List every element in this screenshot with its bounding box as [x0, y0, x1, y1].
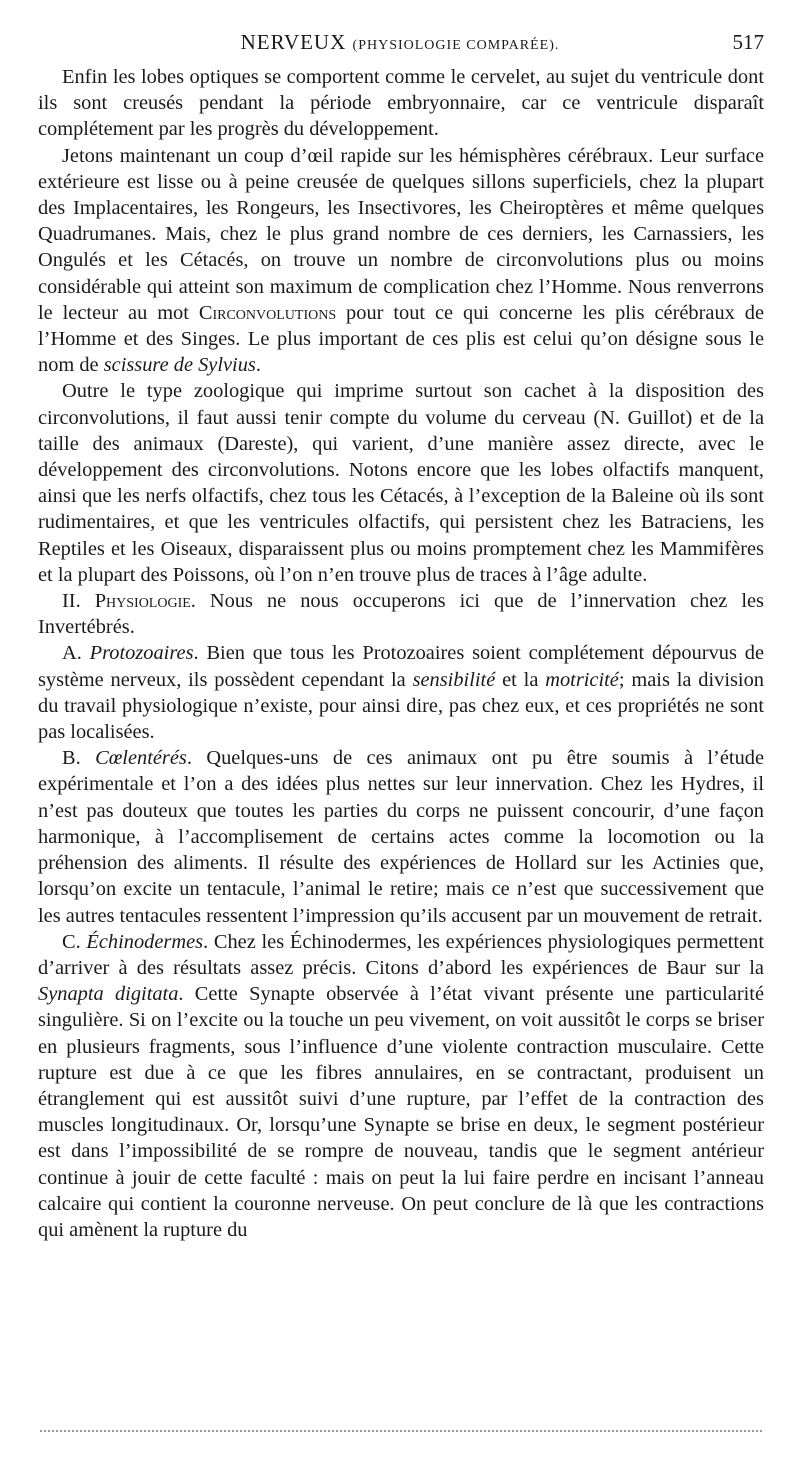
italic-run: motricité	[545, 668, 619, 691]
running-title-sub: (PHYSIOLOGIE COMPARÉE).	[352, 38, 560, 53]
paragraph	[38, 745, 764, 928]
text-run: . Cette Synapte observée à l’état vivant présente une particularité singulière. Si on l’excite ou la touche un peu vivement, on voit aussitôt le corps se briser en plusieurs fragments, sous l’influence d’une violente contraction musculaire. Cette rupture est due à ce que les fibres annulaires, en se contractant, produisent un étranglement qui est aussitôt suivi d’une rupture, par l’effet de la contraction des muscles longitudinaux. Or, lorsqu’une Synapte se brise en deux, le segment postérieur est dans l’impossibilité de se rompre de nouveau, tandis que le segment antérieur continue à jouir de cette faculté : mais on peut la lui faire perdre en incisant l’anneau calcaire qui contient la couronne nerveuse. On peut conclure de là que les contractions qui amènent la rupture du	[38, 983, 765, 1241]
small-caps-run: Physiologie	[94, 590, 191, 613]
footer-dotted-rule	[40, 1430, 762, 1432]
text-run: . Quelques-uns de ces animaux ont pu être soumis à l’étude expérimentale et l’on a des idées plus nettes sur leur innervation. Chez les Hydres, il n’est pas douteux que toutes les parties du corps ne puissent concourir, d’une façon harmonique, à l’accomplisement de certains actes comme la locomotion ou la préhension des aliments. Il résulte des expériences de Hollard sur les Actinies que, lorsqu’on excite un tentacule, l’animal le retire; mais ce n’est que successivement que les autres tentacules ressentent l’impression qu’ils accusent par un mouvement de retrait.	[38, 747, 765, 927]
body-text	[38, 64, 764, 1243]
small-caps-run: Circonvolutions	[198, 301, 337, 324]
text-run: Jetons maintenant un coup d’œil rapide sur les hémisphères cérébraux. Leur surface extérieure est lisse ou à peine creusée de quelques sillons superficiels, chez la plupart des Implacentaires, les Rongeurs, les Insectivores, les Cheiroptères et même quelques Quadrumanes. Mais, chez le plus grand nombre de ces derniers, les Carnassiers, les Ongulés et les Cétacés, on trouve un nombre de circonvolutions plus ou moins considérable qui atteint son maximum de complication chez l’Homme. Nous renverrons le lecteur au mot	[38, 144, 764, 324]
running-title-main: NERVEUX	[240, 30, 347, 54]
italic-run: scissure de Sylvius	[103, 354, 256, 377]
text-run: . Nous ne nous occuperons ici que de l’innervation chez les Invertébrés.	[38, 590, 764, 639]
text-run: C.	[62, 930, 87, 953]
text-run: .	[255, 354, 261, 377]
running-title	[36, 30, 764, 55]
text-run: II.	[62, 590, 95, 613]
italic-run: Cœlentérés	[95, 747, 187, 770]
text-run: . Chez les Échinodermes, les expériences physiologiques permettent d’arriver à des résultats assez précis. Citons d’abord les expériences de Baur sur la	[38, 930, 764, 979]
italic-run: sensibilité	[412, 668, 496, 691]
text-run: B.	[62, 747, 96, 770]
text-run: pour tout ce qui concerne les plis cérébraux de l’Homme et des Singes. Le plus important de ces plis est celui qu’on désigne sous le nom de	[38, 301, 765, 377]
paragraph	[38, 378, 764, 588]
page-number: 517	[732, 30, 764, 54]
page-header	[36, 30, 764, 58]
italic-run: Protozoaires	[89, 642, 194, 665]
text-run: Enfin les lobes optiques se comportent comme le cervelet, au sujet du ventricule dont ils sont creusés pendant la période embryonnaire, car ce ventricule disparaît complétement par les progrès du développement.	[38, 66, 764, 141]
text-run: A.	[62, 642, 90, 665]
paragraph	[38, 64, 764, 143]
paragraph	[38, 929, 764, 1243]
italic-run: Échinodermes	[86, 930, 204, 953]
italic-run: Synapta digitata	[38, 983, 179, 1006]
paragraph	[38, 143, 764, 379]
paragraph	[38, 588, 764, 640]
text-run: . Bien que tous les Protozoaires soient complétement dépourvus de système nerveux, ils possèdent cependant la	[38, 642, 764, 691]
text-run: Outre le type zoologique qui imprime surtout son cachet à la disposition des circonvolutions, il faut aussi tenir compte du volume du cerveau (N. Guillot) et de la taille des animaux (Dareste), qui varient, d’une manière assez directe, avec le développement des circonvolutions. Notons encore que les lobes olfactifs manquent, ainsi que les nerfs olfactifs, chez tous les Cétacés, à l’exception de la Baleine où ils sont rudimentaires, et que les ventricules olfactifs, qui persistent chez les Batraciens, les Reptiles et les Oiseaux, disparaissent plus ou moins promptement chez les Mammifères et la plupart des Poissons, où l’on n’en trouve plus de traces à l’âge adulte.	[38, 380, 764, 586]
text-run: ; mais la division du travail physiologique n’existe, pour ainsi dire, pas chez eux, et ces propriétés ne sont pas localisées.	[38, 668, 764, 744]
paragraph	[38, 640, 764, 745]
text-run: et la	[495, 668, 546, 691]
